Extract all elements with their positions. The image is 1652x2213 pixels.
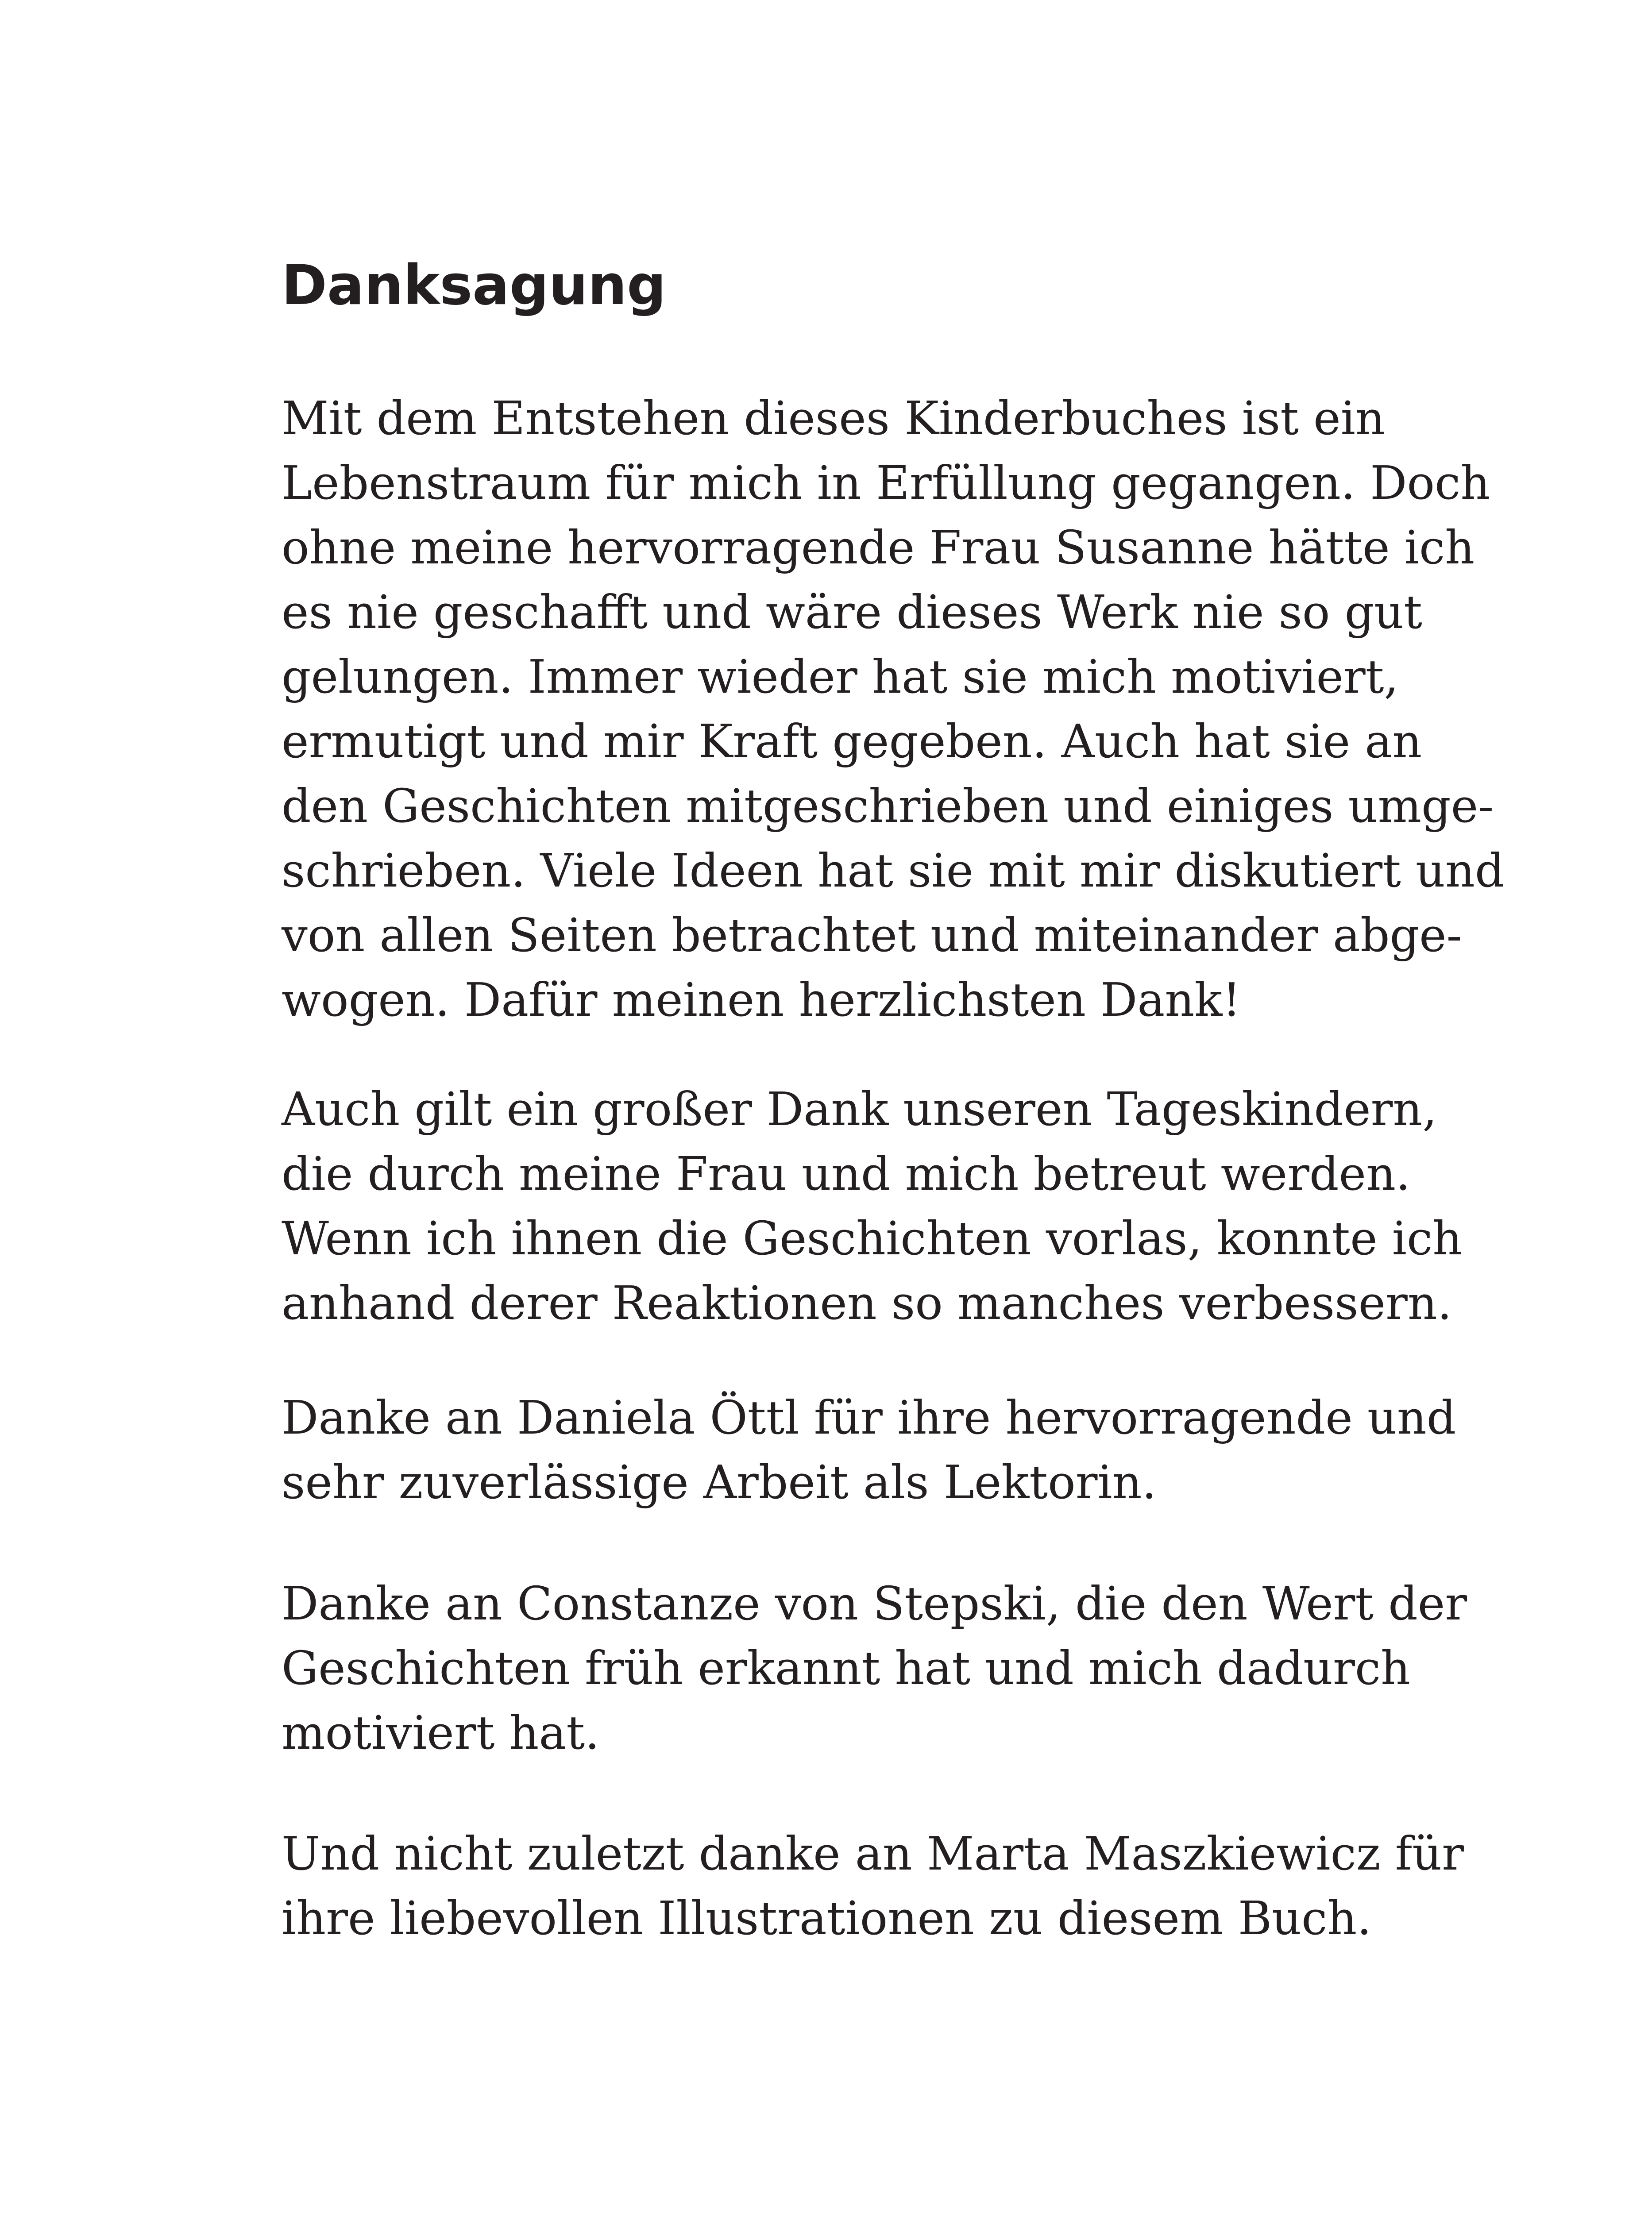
paragraph-5	[282, 1821, 1464, 1951]
text-line: wogen. Dafür meinen herzlichsten Dank!	[282, 973, 1241, 1027]
text-line: Lebenstraum für mich in Erfüllung gegangen. Doch	[282, 456, 1490, 510]
text-line: sehr zuverlässige Arbeit als Lektorin.	[282, 1455, 1157, 1509]
text-line: ihre liebevollen Illustrationen zu diesem Buch.	[282, 1891, 1372, 1945]
text-line: Und nicht zuletzt danke an Marta Maszkiewicz für	[282, 1827, 1464, 1881]
paragraph-3	[282, 1385, 1456, 1515]
paragraph-1	[282, 386, 1504, 1032]
text-line: gelungen. Immer wieder hat sie mich motiviert,	[282, 650, 1399, 704]
text-line: Mit dem Entstehen dieses Kinderbuches ist ein	[282, 391, 1385, 445]
text-line: von allen Seiten betrachtet und miteinander abge-	[282, 908, 1462, 962]
paragraph-4	[282, 1571, 1467, 1765]
text-line: ohne meine hervorragende Frau Susanne hätte ich	[282, 520, 1475, 574]
text-line: den Geschichten mitgeschrieben und einiges umge-	[282, 779, 1494, 833]
page-title: Danksagung	[282, 254, 666, 317]
paragraph-2	[282, 1077, 1462, 1335]
text-line: ermutigt und mir Kraft gegeben. Auch hat sie an	[282, 714, 1422, 768]
text-line: motiviert hat.	[282, 1706, 600, 1760]
text-line: Danke an Constanze von Stepski, die den Wert der	[282, 1577, 1467, 1631]
text-line: anhand derer Reaktionen so manches verbessern.	[282, 1276, 1452, 1330]
text-line: schrieben. Viele Ideen hat sie mit mir diskutiert und	[282, 844, 1505, 898]
text-line: Auch gilt ein großer Dank unseren Tageskindern,	[282, 1082, 1437, 1136]
text-line: es nie geschafft und wäre dieses Werk nie so gut	[282, 585, 1422, 639]
text-line: Danke an Daniela Öttl für ihre hervorragende und	[282, 1391, 1456, 1445]
text-line: Wenn ich ihnen die Geschichten vorlas, konnte ich	[282, 1211, 1463, 1265]
text-line: die durch meine Frau und mich betreut werden.	[282, 1147, 1411, 1201]
text-line: Geschichten früh erkannt hat und mich dadurch	[282, 1641, 1411, 1695]
